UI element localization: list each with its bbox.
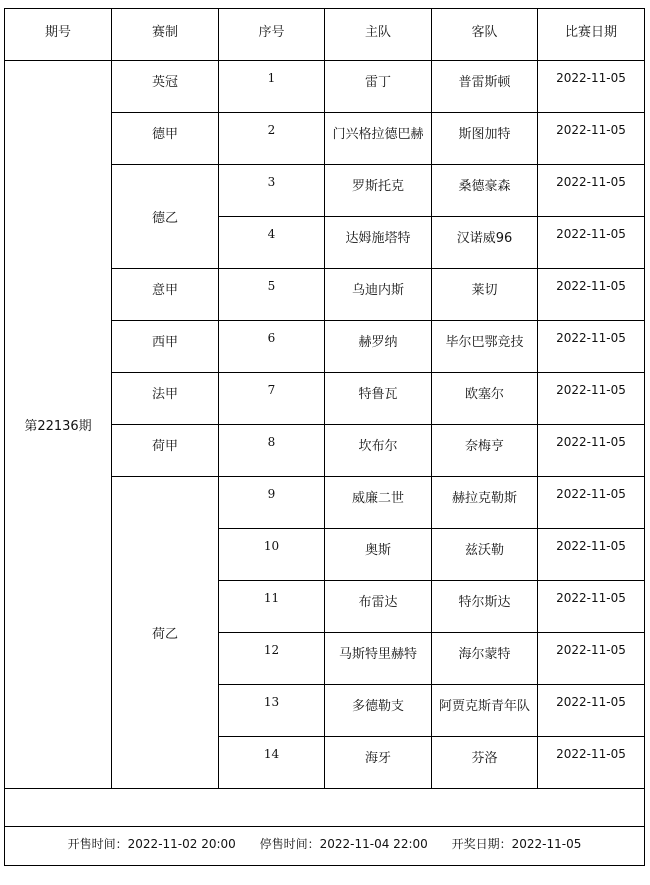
away-team-cell: 桑德豪森 <box>432 165 538 217</box>
home-team-cell: 门兴格拉德巴赫 <box>325 113 432 165</box>
header-row <box>5 9 645 61</box>
sale-close-time: 停售时间：2022-11-04 22:00 <box>259 837 428 851</box>
empty-cell <box>5 789 645 827</box>
number-cell: 10 <box>219 529 325 581</box>
number-cell: 8 <box>219 425 325 477</box>
home-team-cell: 威廉二世 <box>325 477 432 529</box>
home-team-cell: 奥斯 <box>325 529 432 581</box>
number-cell: 3 <box>219 165 325 217</box>
match-date-cell: 2022-11-05 <box>538 113 645 165</box>
away-team-cell: 海尔蒙特 <box>432 633 538 685</box>
league-cell: 西甲 <box>112 321 219 373</box>
number-cell: 4 <box>219 217 325 269</box>
schedule-table <box>4 8 645 866</box>
league-cell: 意甲 <box>112 269 219 321</box>
home-team-cell: 多德勒支 <box>325 685 432 737</box>
header-number: 序号 <box>219 9 325 61</box>
home-team-cell: 海牙 <box>325 737 432 789</box>
period-cell: 第22136期 <box>5 61 112 789</box>
league-cell: 德乙 <box>112 165 219 269</box>
away-team-cell: 特尔斯达 <box>432 581 538 633</box>
match-date-cell: 2022-11-05 <box>538 321 645 373</box>
match-date-cell: 2022-11-05 <box>538 685 645 737</box>
header-period: 期号 <box>5 9 112 61</box>
number-cell: 14 <box>219 737 325 789</box>
match-date-cell: 2022-11-05 <box>538 737 645 789</box>
away-team-cell: 汉诺威96 <box>432 217 538 269</box>
away-team-cell: 赫拉克勒斯 <box>432 477 538 529</box>
number-cell: 7 <box>219 373 325 425</box>
home-team-cell: 雷丁 <box>325 61 432 113</box>
match-date-cell: 2022-11-05 <box>538 165 645 217</box>
number-cell: 13 <box>219 685 325 737</box>
league-cell: 荷甲 <box>112 425 219 477</box>
number-cell: 12 <box>219 633 325 685</box>
match-date-cell: 2022-11-05 <box>538 633 645 685</box>
away-team-cell: 奈梅亨 <box>432 425 538 477</box>
away-team-cell: 芬洛 <box>432 737 538 789</box>
away-team-cell: 斯图加特 <box>432 113 538 165</box>
league-cell: 荷乙 <box>112 477 219 789</box>
away-team-cell: 莱切 <box>432 269 538 321</box>
header-match-date: 比赛日期 <box>538 9 645 61</box>
number-cell: 2 <box>219 113 325 165</box>
number-cell: 1 <box>219 61 325 113</box>
sale-info-cell <box>5 827 645 866</box>
match-date-cell: 2022-11-05 <box>538 581 645 633</box>
match-date-cell: 2022-11-05 <box>538 529 645 581</box>
number-cell: 6 <box>219 321 325 373</box>
match-date-cell: 2022-11-05 <box>538 61 645 113</box>
home-team-cell: 特鲁瓦 <box>325 373 432 425</box>
home-team-cell: 坎布尔 <box>325 425 432 477</box>
footer-row <box>5 827 645 866</box>
header-away-team: 客队 <box>432 9 538 61</box>
header-league: 赛制 <box>112 9 219 61</box>
number-cell: 5 <box>219 269 325 321</box>
match-date-cell: 2022-11-05 <box>538 425 645 477</box>
match-date-cell: 2022-11-05 <box>538 217 645 269</box>
away-team-cell: 兹沃勒 <box>432 529 538 581</box>
sale-open-time: 开售时间：2022-11-02 20:00 <box>67 837 236 851</box>
home-team-cell: 罗斯托克 <box>325 165 432 217</box>
draw-date: 开奖日期：2022-11-05 <box>451 837 582 851</box>
header-home-team: 主队 <box>325 9 432 61</box>
spacer-row <box>5 789 645 827</box>
away-team-cell: 毕尔巴鄂竞技 <box>432 321 538 373</box>
away-team-cell: 欧塞尔 <box>432 373 538 425</box>
match-date-cell: 2022-11-05 <box>538 373 645 425</box>
away-team-cell: 阿贾克斯青年队 <box>432 685 538 737</box>
match-date-cell: 2022-11-05 <box>538 477 645 529</box>
number-cell: 11 <box>219 581 325 633</box>
number-cell: 9 <box>219 477 325 529</box>
league-cell: 德甲 <box>112 113 219 165</box>
match-date-cell: 2022-11-05 <box>538 269 645 321</box>
away-team-cell: 普雷斯顿 <box>432 61 538 113</box>
home-team-cell: 达姆施塔特 <box>325 217 432 269</box>
table-row <box>5 61 645 113</box>
league-cell: 英冠 <box>112 61 219 113</box>
league-cell: 法甲 <box>112 373 219 425</box>
home-team-cell: 乌迪内斯 <box>325 269 432 321</box>
home-team-cell: 布雷达 <box>325 581 432 633</box>
home-team-cell: 马斯特里赫特 <box>325 633 432 685</box>
home-team-cell: 赫罗纳 <box>325 321 432 373</box>
